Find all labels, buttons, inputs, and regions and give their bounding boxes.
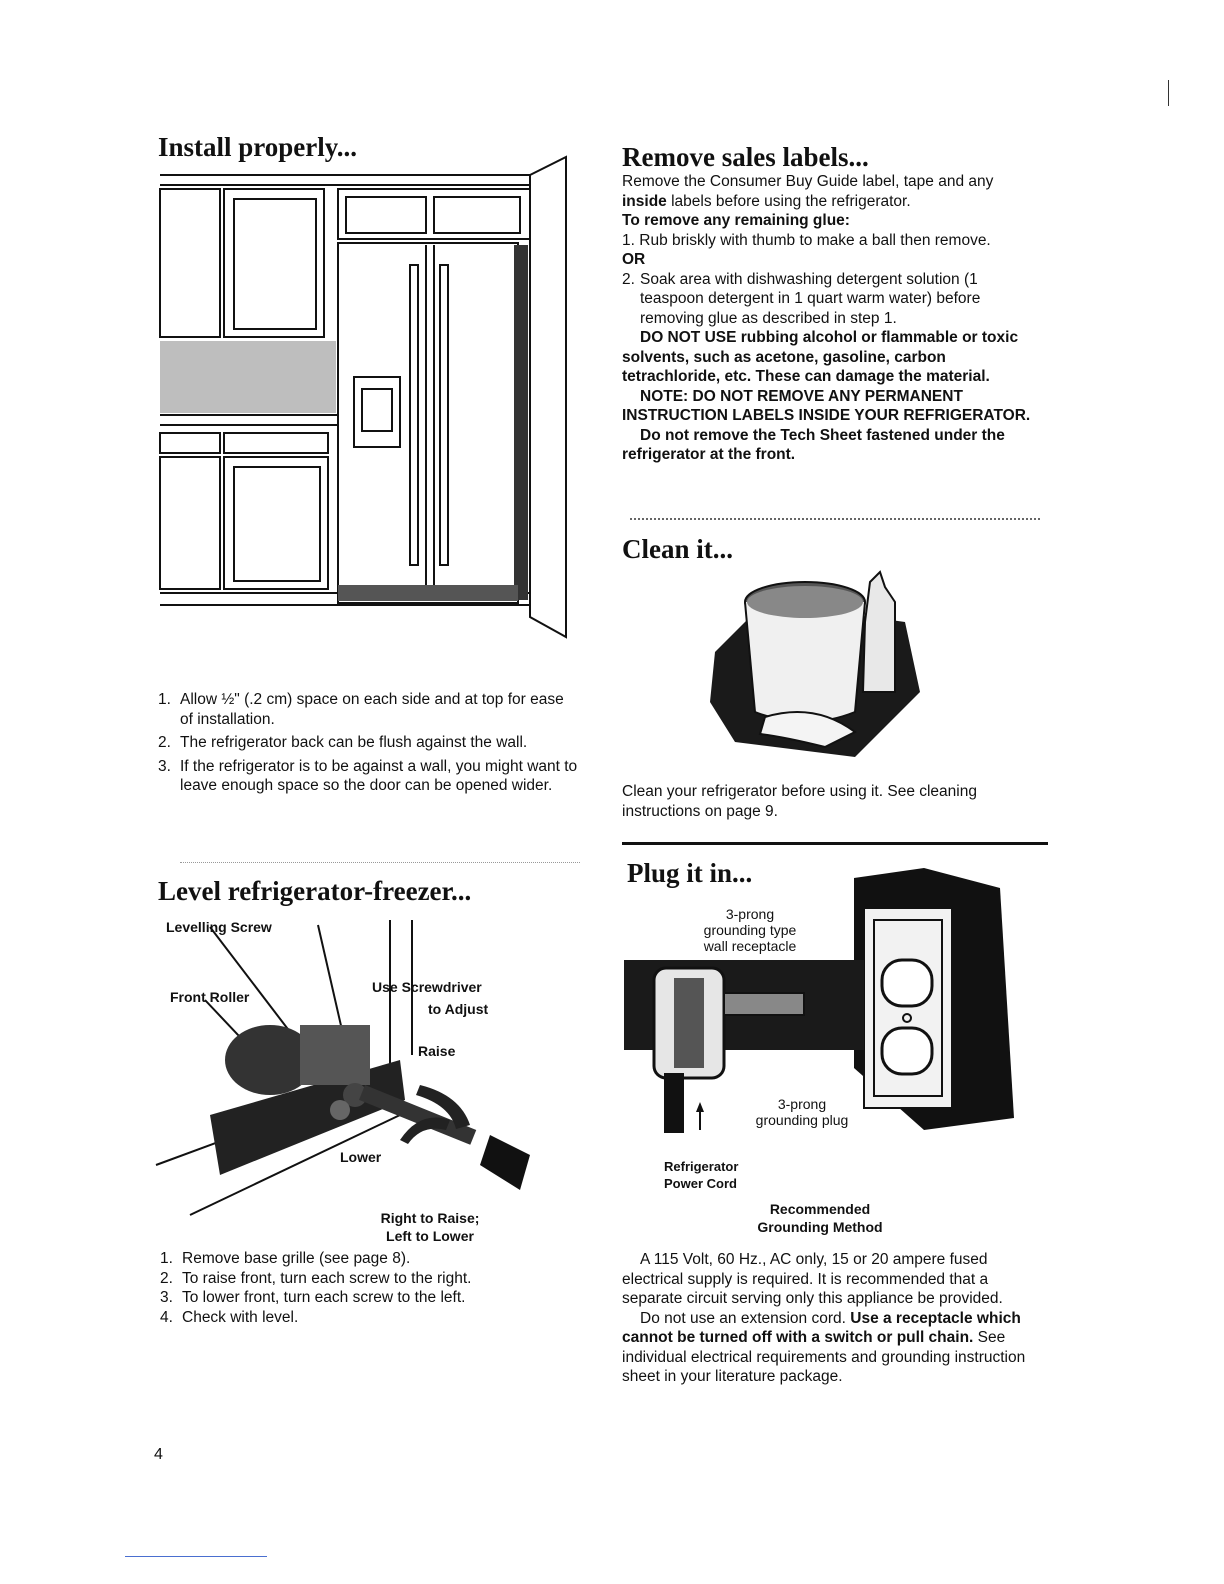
levelling-screw-label: Levelling Screw (166, 919, 272, 935)
permanent-labels-note: NOTE: DO NOT REMOVE ANY PERMANENT INSTRUCTION LABELS INSIDE YOUR REFRIGERATOR. (622, 387, 1031, 424)
list-item: 3. To lower front, turn each screw to the left. (160, 1289, 466, 1306)
bottom-rule (125, 1556, 267, 1557)
sales-labels-intro: Remove the Consumer Buy Guide label, tape and any inside labels before using the refrigerator. (622, 173, 994, 210)
to-adjust-label: to Adjust (428, 1001, 489, 1017)
raise-lower-caption: Right to Raise; Left to Lower (380, 1210, 480, 1244)
sales-labels-body (622, 172, 1042, 465)
glue-step-1: 1. Rub briskly with thumb to make a ball then remove. (622, 231, 991, 249)
or-label: OR (622, 251, 646, 268)
section-divider (630, 518, 1040, 520)
plug-receptacle-illustration (624, 868, 1020, 1138)
leveling-illustration (150, 915, 550, 1245)
glue-heading: To remove any remaining glue: (622, 212, 850, 229)
use-screwdriver-label: Use Screwdriver (372, 979, 482, 995)
install-heading: Install properly... (158, 132, 358, 162)
tech-sheet-note: Do not remove the Tech Sheet fastened under the refrigerator at the front. (622, 426, 1005, 463)
list-item: 2. To raise front, turn each screw to the right. (160, 1269, 472, 1287)
list-item: 1. Remove base grille (see page 8). (160, 1250, 411, 1267)
plug-label: 3-prong grounding plug (742, 1096, 862, 1128)
solvent-warning: DO NOT USE rubbing alcohol or flammable or toxic solvents, such as acetone, gasoline, carbon tetrachloride, etc. These can damage the material. (622, 329, 1019, 385)
grounding-method-caption: Recommended Grounding Method (757, 1201, 883, 1235)
clean-heading: Clean it... (622, 534, 733, 564)
list-item: 2. The refrigerator back can be flush against the wall. (158, 734, 528, 751)
raise-label: Raise (418, 1043, 456, 1059)
sales-labels-heading: Remove sales labels... (622, 142, 869, 172)
margin-mark (1168, 80, 1169, 106)
level-steps (160, 1249, 580, 1327)
kitchen-installation-illustration (158, 145, 568, 640)
page-number: 4 (154, 1446, 163, 1463)
receptacle-label: 3-prong grounding type wall receptacle (703, 906, 797, 954)
plug-body (622, 1250, 1042, 1387)
lower-label: Lower (340, 1149, 382, 1165)
glue-step-2: 2. Soak area with dishwashing detergent solution (1 teaspoon detergent in 1 quart warm water) before removing glue as described in step 1. (622, 270, 981, 327)
power-cord-label: Refrigerator Power Cord (664, 1159, 739, 1191)
section-divider (622, 842, 1048, 845)
clean-text: Clean your refrigerator before using it. See cleaning instructions on page 9. (622, 783, 977, 820)
list-item: 3. If the refrigerator is to be against a wall, you might want to leave enough space so the door can be opened wider. (158, 757, 578, 794)
section-divider (180, 862, 580, 863)
list-item: 4. Check with level. (160, 1308, 299, 1326)
cleaning-supplies-illustration (705, 562, 925, 762)
level-heading: Level refrigerator-freezer... (158, 876, 472, 906)
front-roller-label: Front Roller (170, 989, 250, 1005)
extension-cord-warning: Do not use an extension cord. Use a receptacle which cannot be turned off with a switch or pull chain. See individual electrical requirements and grounding instruction sheet in your literature package. (622, 1309, 1026, 1385)
electrical-requirements: A 115 Volt, 60 Hz., AC only, 15 or 20 ampere fused electrical supply is required. It is recommended that a separate circuit serving only this appliance be provided. (622, 1251, 1003, 1307)
plug-heading: Plug it in... (627, 858, 753, 888)
install-steps (158, 690, 578, 800)
list-item: 1. Allow ½" (.2 cm) space on each side and at top for ease of installation. (158, 691, 564, 728)
